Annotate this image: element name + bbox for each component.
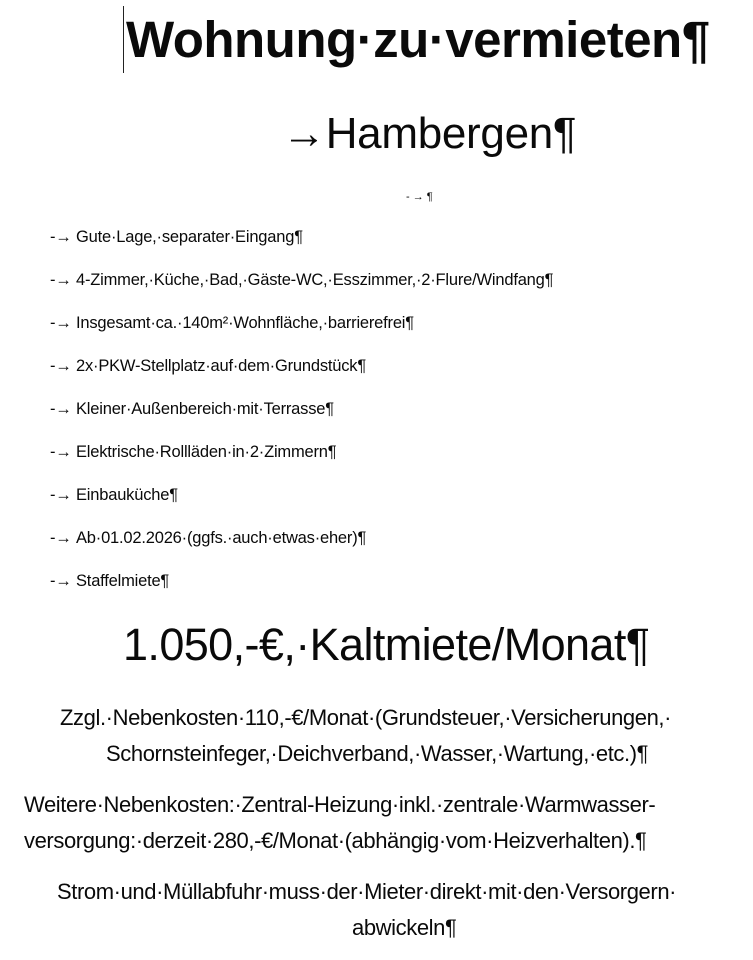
empty-bullet-paragraph[interactable]: - → ¶ [406,191,433,203]
paragraph-line: versorgung:·derzeit·280,-€/Monat·(abhängig·vom·Heizverhalten).¶ [24,828,647,853]
list-item[interactable] [50,484,553,527]
bullet-dash-arrow-icon: -→ [50,486,72,504]
list-item[interactable] [50,269,553,312]
list-item-text: Kleiner·Außenbereich·mit·Terrasse¶ [76,400,334,418]
list-item[interactable] [50,226,553,269]
list-item-text: Staffelmiete¶ [76,572,170,590]
list-item-text: Gute·Lage,·separater·Eingang¶ [76,228,303,246]
bullet-dash-arrow-icon: -→ [50,529,72,547]
bullet-dash-arrow-icon: -→ [50,400,72,418]
list-item-text: Einbauküche¶ [76,486,178,504]
rent-price-heading[interactable]: 1.050,-€,·Kaltmiete/Monat¶ [123,619,650,670]
list-item[interactable] [50,355,553,398]
bullet-dash-arrow-icon: -→ [50,443,72,461]
bullet-dash-arrow-icon: -→ [50,228,72,246]
list-item[interactable] [50,527,553,570]
document-title[interactable]: Wohnung·zu·vermieten¶ [126,11,710,68]
bullet-dash-arrow-icon: -→ [50,357,72,375]
list-item-text: 2x·PKW-Stellplatz·auf·dem·Grundstück¶ [76,357,367,375]
location-subtitle[interactable]: →Hambergen¶ [282,109,577,158]
bullet-dash-arrow-icon: -→ [50,271,72,289]
paragraph-line: Schornsteinfeger,·Deichverband,·Wasser,·Wartung,·etc.)¶ [106,741,649,766]
weitere-nebenkosten-paragraph[interactable] [24,787,655,859]
paragraph-line: Zzgl.·Nebenkosten·110,-€/Monat·(Grundsteuer,·Versicherungen,· [60,705,672,730]
text-cursor [123,6,124,73]
feature-list [50,226,553,613]
paragraph-line: abwickeln¶ [352,915,457,940]
bullet-dash-arrow-icon: -→ [50,314,72,332]
strom-paragraph[interactable] [57,874,676,946]
list-item-text: 4-Zimmer,·Küche,·Bad,·Gäste-WC,·Esszimmer,·2·Flure/Windfang¶ [76,271,554,289]
list-item[interactable] [50,441,553,484]
list-item[interactable] [50,312,553,355]
list-item-text: Elektrische·Rollläden·in·2·Zimmern¶ [76,443,337,461]
list-item[interactable] [50,570,553,613]
list-item-text: Ab·01.02.2026·(ggfs.·auch·etwas·eher)¶ [76,529,367,547]
paragraph-line: Strom·und·Müllabfuhr·muss·der·Mieter·direkt·mit·den·Versorgern· [57,879,677,904]
list-item-text: Insgesamt·ca.·140m²·Wohnfläche,·barrierefrei¶ [76,314,414,332]
paragraph-line: Weitere·Nebenkosten:·Zentral-Heizung·inkl.·zentrale·Warmwasser- [24,792,656,817]
nebenkosten-paragraph[interactable] [60,700,671,772]
bullet-dash-arrow-icon: -→ [50,572,72,590]
list-item[interactable] [50,398,553,441]
